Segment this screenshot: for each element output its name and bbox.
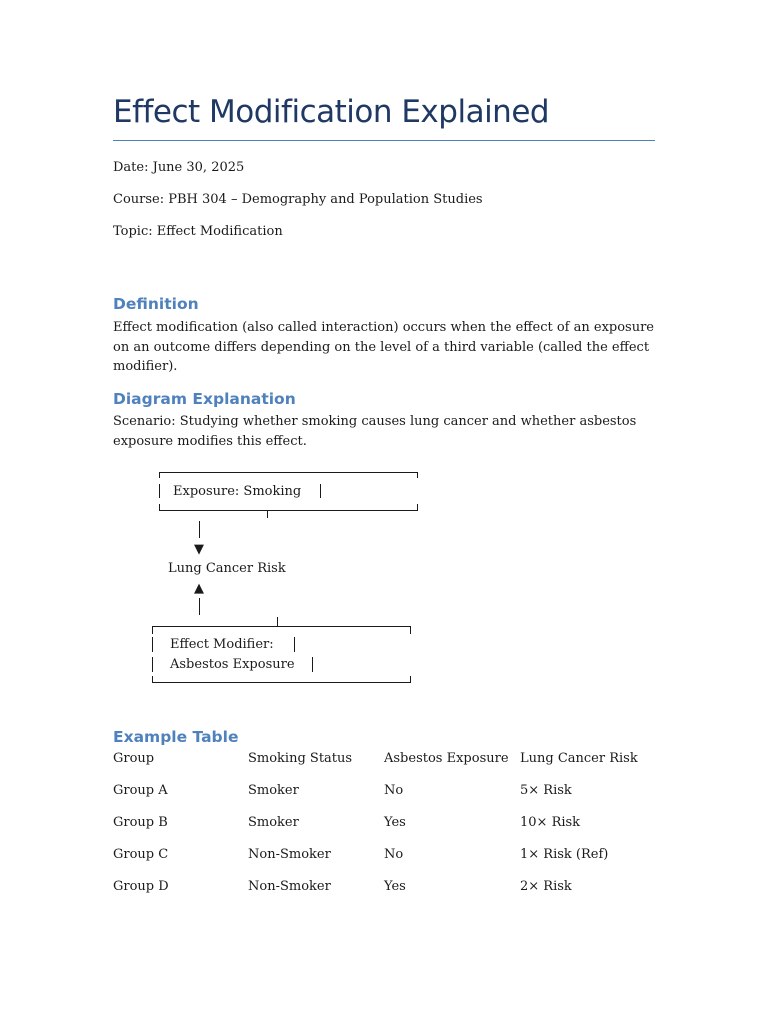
table-header-cell: Lung Cancer Risk (520, 751, 638, 766)
table-cell: Group A (113, 783, 168, 798)
table-cell: Yes (384, 815, 406, 830)
definition-heading: Definition (113, 295, 199, 313)
modifier-label-line2: Asbestos Exposure (170, 657, 295, 672)
table-cell: Smoker (248, 815, 299, 830)
table-header-cell: Group (113, 751, 155, 766)
table-cell: Non-Smoker (248, 847, 331, 862)
exposure-label: Exposure: Smoking (173, 484, 302, 499)
diagram-heading: Diagram Explanation (113, 390, 296, 408)
table-cell: 2× Risk (520, 879, 572, 894)
definition-paragraph: Effect modification (also called interaction) occurs when the effect of an exposure on an outcome differs depending on the level of a third variable (called the effect modifier). (113, 320, 654, 374)
course-line: Course: PBH 304 – Demography and Population Studies (113, 192, 483, 207)
date-line: Date: June 30, 2025 (113, 160, 245, 175)
table-cell: Yes (384, 879, 406, 894)
diagram-scenario: Scenario: Studying whether smoking causes lung cancer and whether asbestos exposure modifies this effect. (113, 414, 637, 449)
example-table-heading: Example Table (113, 728, 239, 746)
outcome-label: Lung Cancer Risk (168, 561, 286, 576)
table-cell: Group D (113, 879, 169, 894)
table-cell: 5× Risk (520, 783, 572, 798)
table-header-cell: Smoking Status (248, 751, 353, 766)
table-cell: No (384, 847, 404, 862)
table-cell: No (384, 783, 404, 798)
table-cell: Smoker (248, 783, 299, 798)
table-cell: Non-Smoker (248, 879, 331, 894)
arrow-up-icon: ▲ (194, 581, 204, 596)
modifier-label-line1: Effect Modifier: (170, 637, 274, 652)
table-header-cell: Asbestos Exposure (384, 751, 509, 766)
arrow-down-icon: ▼ (194, 542, 204, 557)
table-cell: Group C (113, 847, 169, 862)
table-cell: 10× Risk (520, 815, 581, 830)
topic-line: Topic: Effect Modification (113, 224, 283, 239)
table-cell: Group B (113, 815, 168, 830)
page-title: Effect Modification Explained (113, 94, 655, 141)
table-cell: 1× Risk (Ref) (520, 847, 609, 862)
